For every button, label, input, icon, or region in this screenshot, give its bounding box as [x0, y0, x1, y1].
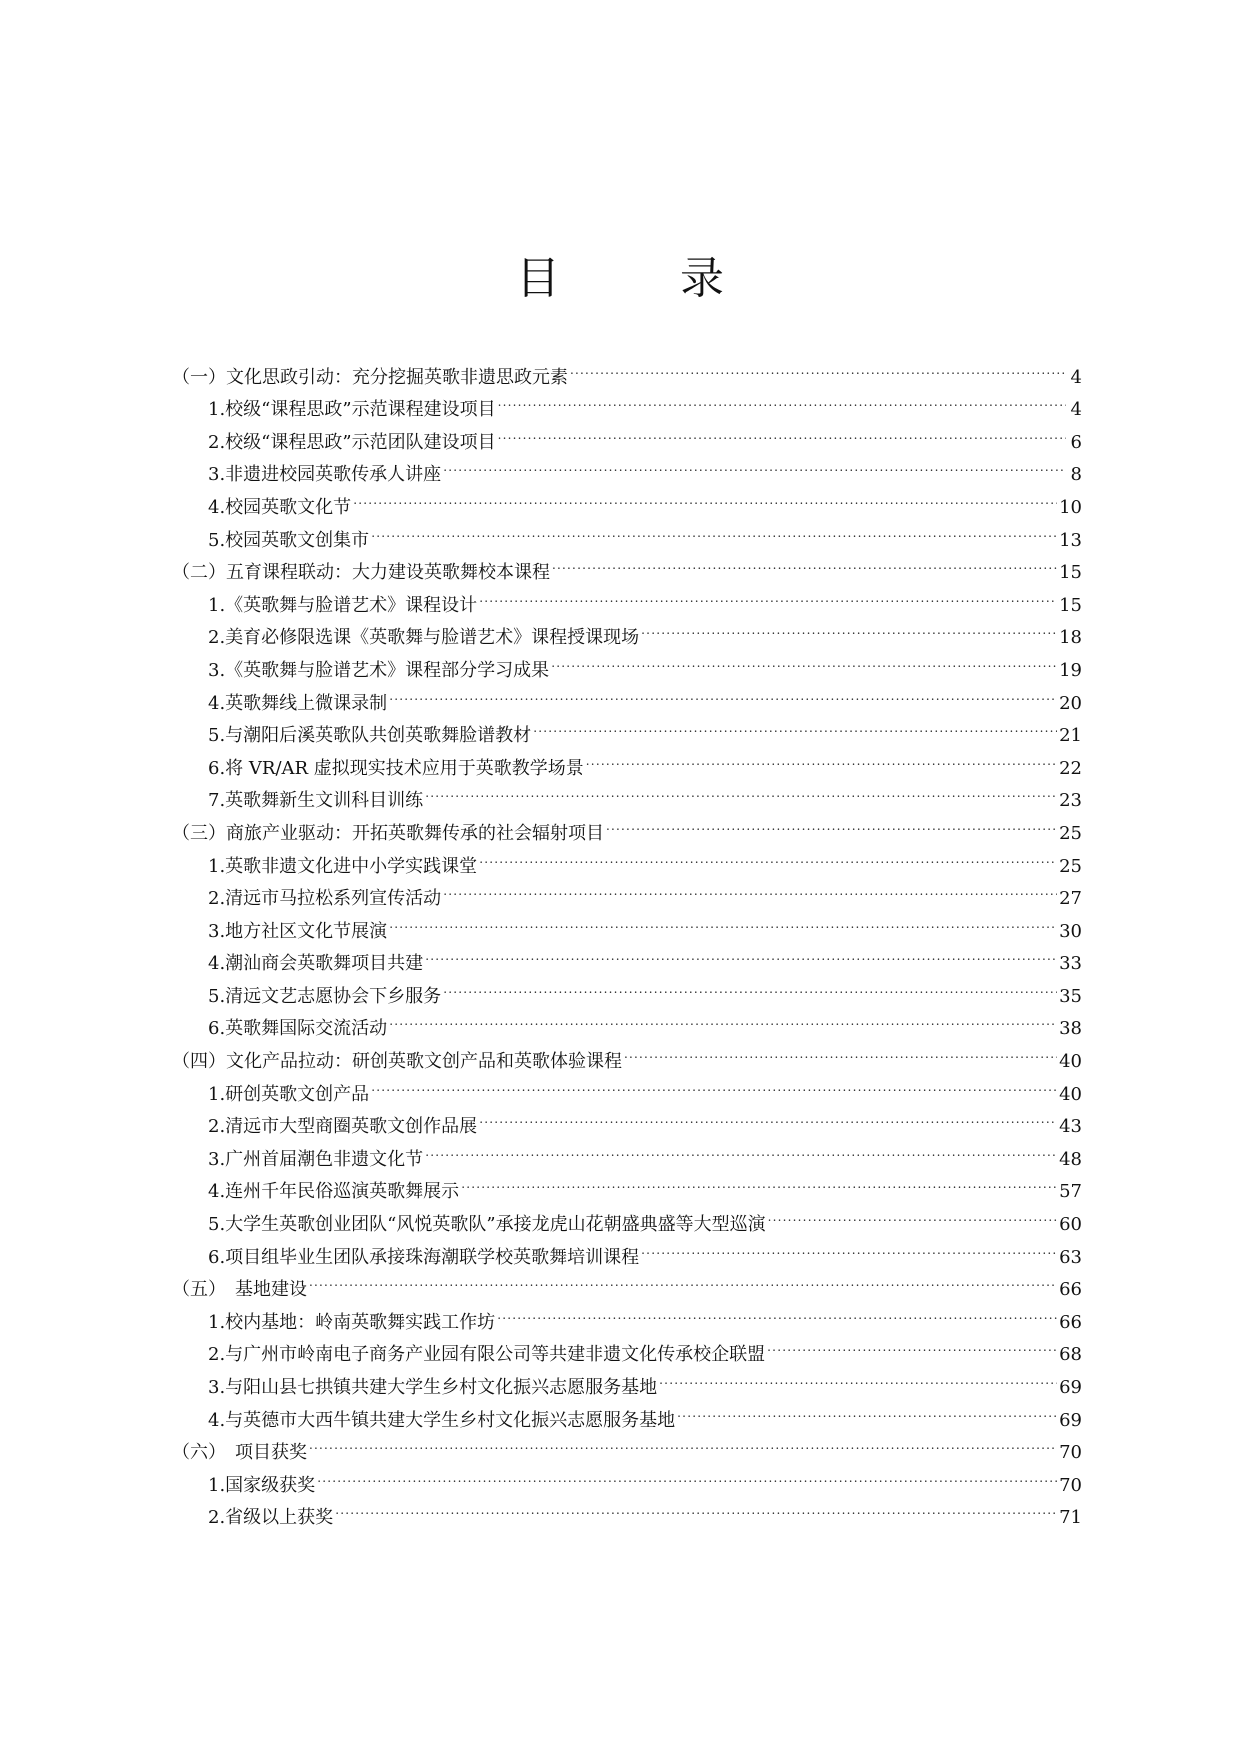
toc-leader-dots	[768, 1197, 1058, 1230]
toc-entry-title: 6.项目组毕业生团队承接珠海潮联学校英歌舞培训课程	[208, 1246, 640, 1268]
toc-page-number: 71	[1059, 1507, 1082, 1529]
toc-page-number: 66	[1059, 1311, 1082, 1333]
toc-page-number: 60	[1059, 1214, 1082, 1236]
toc-page-number: 10	[1059, 496, 1082, 518]
toc-leader-dots	[479, 839, 1057, 872]
toc-entry-title: （五） 基地建设	[172, 1279, 307, 1301]
toc-page-number: 25	[1059, 822, 1082, 844]
toc-leader-dots	[443, 872, 1057, 905]
toc-leader-dots	[498, 415, 1066, 448]
toc-leader-dots	[425, 937, 1057, 970]
toc-entry-title: 1.《英歌舞与脸谱艺术》课程设计	[208, 594, 478, 616]
toc-leader-dots	[497, 1295, 1057, 1328]
toc-leader-dots	[659, 1360, 1057, 1393]
toc-leader-dots	[389, 904, 1057, 937]
toc-page-number: 8	[1070, 464, 1082, 486]
toc-leader-dots	[309, 1263, 1057, 1296]
toc-leader-dots	[624, 1034, 1057, 1067]
toc-entry-title: 4.英歌舞线上微课录制	[208, 692, 388, 714]
toc-page-number: 25	[1059, 855, 1082, 877]
toc-page-number: 6	[1070, 431, 1082, 453]
toc-page-number: 69	[1059, 1409, 1082, 1431]
toc-section-entry[interactable]	[172, 1426, 1082, 1464]
table-of-contents	[172, 350, 1082, 1529]
toc-page-number: 20	[1059, 692, 1082, 714]
toc-entry-title: （四）文化产品拉动：研创英歌文创产品和英歌体验课程	[172, 1051, 622, 1073]
toc-entry-title: 1.国家级获奖	[208, 1474, 316, 1496]
toc-leader-dots	[371, 513, 1057, 546]
toc-entry-title: 5.清远文艺志愿协会下乡服务	[208, 985, 442, 1007]
toc-page-number: 38	[1059, 1018, 1082, 1040]
toc-entry-title: 4.校园英歌文化节	[208, 496, 352, 518]
toc-leader-dots	[533, 709, 1057, 742]
toc-leader-dots	[425, 774, 1057, 807]
toc-page-number: 15	[1059, 562, 1082, 584]
toc-page-number: 19	[1059, 659, 1082, 681]
toc-page-number: 22	[1059, 757, 1082, 779]
toc-leader-dots	[461, 1165, 1057, 1198]
toc-page-number: 48	[1059, 1148, 1082, 1170]
toc-leader-dots	[586, 741, 1057, 774]
toc-page-number: 18	[1059, 627, 1082, 649]
toc-page-number: 57	[1059, 1181, 1082, 1203]
toc-entry-title: 4.潮汕商会英歌舞项目共建	[208, 953, 424, 975]
toc-entry-title: 3.地方社区文化节展演	[208, 920, 388, 942]
toc-leader-dots	[353, 480, 1057, 513]
toc-leader-dots	[606, 806, 1057, 839]
toc-entry-title: 4.连州千年民俗巡演英歌舞展示	[208, 1181, 460, 1203]
toc-leader-dots	[479, 1100, 1057, 1133]
toc-entry-title: 2.清远市大型商圈英歌文创作品展	[208, 1116, 478, 1138]
toc-entry-title: 1.研创英歌文创产品	[208, 1083, 370, 1105]
toc-leader-dots	[570, 350, 1066, 383]
toc-page-number: 70	[1059, 1474, 1082, 1496]
toc-entry-title: 3.非遗进校园英歌传承人讲座	[208, 464, 442, 486]
toc-page-number: 21	[1059, 725, 1082, 747]
toc-section-entry[interactable]	[172, 1263, 1082, 1301]
toc-leader-dots	[641, 1230, 1057, 1263]
toc-leader-dots	[443, 448, 1066, 481]
toc-entry-title: 5.校园英歌文创集市	[208, 529, 370, 551]
toc-entry-title: 1.校级“课程思政”示范课程建设项目	[208, 399, 496, 421]
toc-entry-title: 3.广州首届潮色非遗文化节	[208, 1148, 424, 1170]
toc-leader-dots	[641, 611, 1057, 644]
toc-section-entry[interactable]	[172, 350, 1082, 388]
toc-entry-title: （二）五育课程联动：大力建设英歌舞校本课程	[172, 562, 550, 584]
toc-page-number: 15	[1059, 594, 1082, 616]
toc-entry-title: 3.《英歌舞与脸谱艺术》课程部分学习成果	[208, 659, 550, 681]
toc-entry-title: 6.英歌舞国际交流活动	[208, 1018, 388, 1040]
page-title: 目 录	[516, 253, 762, 305]
toc-entry-title: 2.与广州市岭南电子商务产业园有限公司等共建非遗文化传承校企联盟	[208, 1344, 766, 1366]
toc-page-number: 43	[1059, 1116, 1082, 1138]
toc-leader-dots	[498, 383, 1066, 416]
toc-leader-dots	[479, 578, 1057, 611]
toc-entry-title: （三）商旅产业驱动：开拓英歌舞传承的社会辐射项目	[172, 822, 604, 844]
toc-entry-title: 2.省级以上获奖	[208, 1507, 334, 1529]
toc-page-number: 66	[1059, 1279, 1082, 1301]
toc-entry-title: 1.英歌非遗文化进中小学实践课堂	[208, 855, 478, 877]
toc-leader-dots	[309, 1426, 1057, 1459]
toc-entry-title: 7.英歌舞新生文训科目训练	[208, 790, 424, 812]
toc-entry-title: 1.校内基地：岭南英歌舞实践工作坊	[208, 1311, 496, 1333]
toc-entry-title: （一）文化思政引动：充分挖掘英歌非遗思政元素	[172, 366, 568, 388]
toc-page-number: 63	[1059, 1246, 1082, 1268]
toc-leader-dots	[389, 1002, 1057, 1035]
toc-leader-dots	[335, 1491, 1057, 1524]
toc-leader-dots	[389, 676, 1057, 709]
toc-page-number: 70	[1059, 1442, 1082, 1464]
toc-entry-title: 2.校级“课程思政”示范团队建设项目	[208, 431, 496, 453]
toc-page-number: 4	[1070, 399, 1082, 421]
toc-leader-dots	[551, 643, 1057, 676]
toc-leader-dots	[552, 546, 1057, 579]
toc-page-number: 40	[1059, 1051, 1082, 1073]
toc-entry-title: 6.将 VR/AR 虚拟现实技术应用于英歌教学场景	[208, 757, 584, 779]
toc-entry-title: 4.与英德市大西牛镇共建大学生乡村文化振兴志愿服务基地	[208, 1409, 676, 1431]
toc-entry-title: 2.美育必修限选课《英歌舞与脸谱艺术》课程授课现场	[208, 627, 640, 649]
toc-leader-dots	[371, 1067, 1057, 1100]
toc-entry-title: 5.与潮阳后溪英歌队共创英歌舞脸谱教材	[208, 725, 532, 747]
toc-page-number: 30	[1059, 920, 1082, 942]
toc-entry-title: 3.与阳山县七拱镇共建大学生乡村文化振兴志愿服务基地	[208, 1377, 658, 1398]
toc-page-number: 40	[1059, 1083, 1082, 1105]
toc-page-number: 4	[1070, 366, 1082, 388]
toc-entry-title: （六） 项目获奖	[172, 1442, 307, 1464]
toc-page-number: 33	[1059, 953, 1082, 975]
toc-entry-title: 2.清远市马拉松系列宣传活动	[208, 888, 442, 910]
toc-leader-dots	[677, 1393, 1057, 1426]
toc-page-number: 23	[1059, 790, 1082, 812]
toc-page-number: 13	[1059, 529, 1082, 551]
toc-page-number: 27	[1059, 888, 1082, 910]
toc-page-number: 68	[1059, 1344, 1082, 1366]
toc-page-number: 69	[1059, 1377, 1082, 1398]
toc-leader-dots	[443, 969, 1057, 1002]
toc-leader-dots	[317, 1458, 1057, 1491]
toc-entry-title: 5.大学生英歌创业团队“风悦英歌队”承接龙虎山花朝盛典盛等大型巡演	[208, 1214, 766, 1236]
toc-leader-dots	[425, 1132, 1057, 1165]
toc-page-number: 35	[1059, 985, 1082, 1007]
toc-leader-dots	[767, 1328, 1057, 1361]
